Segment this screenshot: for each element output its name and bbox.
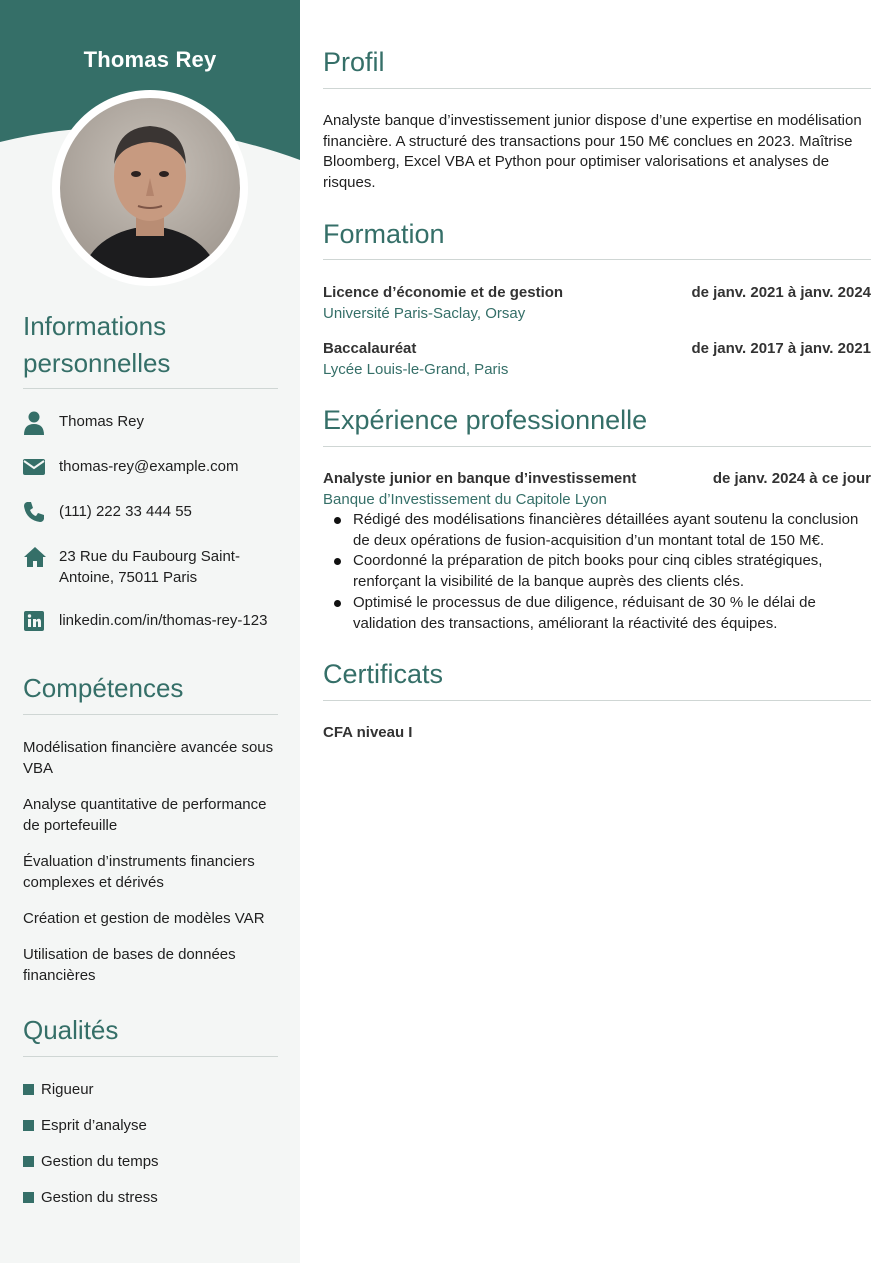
quality-item	[23, 1115, 159, 1136]
quality-label: Gestion du temps	[41, 1153, 159, 1170]
school-name: Lycée Louis-le-Grand, Paris	[323, 361, 509, 378]
entry-dates: de janv. 2024 à ce jour	[712, 470, 871, 487]
company-name: Banque d’Investissement du Capitole Lyon	[323, 491, 607, 508]
entry-header	[323, 468, 871, 489]
square-bullet-icon	[23, 1084, 34, 1095]
skill-item: Évaluation d’instruments financiers complexes et dérivés	[23, 853, 255, 891]
entry-header	[323, 338, 871, 359]
experience-entry	[323, 468, 871, 634]
divider	[323, 446, 871, 447]
quality-item	[23, 1187, 159, 1208]
quality-label: Rigueur	[41, 1081, 94, 1098]
personal-info-heading: Informations personnelles	[23, 311, 171, 378]
profile-photo	[60, 98, 240, 278]
info-address: 23 Rue du Faubourg Saint-Antoine, 75011 Paris	[59, 548, 240, 586]
phone-icon	[23, 501, 45, 523]
divider	[323, 88, 871, 89]
entry-dates: de janv. 2021 à janv. 2024	[691, 284, 871, 301]
job-title: Analyste junior en banque d’investissement	[323, 470, 637, 487]
degree-title: Licence d’économie et de gestion	[323, 284, 564, 301]
divider	[323, 259, 871, 260]
info-name: Thomas Rey	[59, 413, 145, 430]
achievement-item: Coordonné la préparation de pitch books pour cinq cibles stratégiques, renforçant la visibilité de la banque auprès des clients clés.	[323, 551, 871, 592]
square-bullet-icon	[23, 1192, 34, 1203]
candidate-name: Thomas Rey	[83, 47, 217, 72]
achievement-item: Rédigé des modélisations financières détaillées ayant soutenu la conclusion de deux opérations de fusion-acquisition d’un montant total de 150 M€.	[323, 510, 871, 551]
divider	[23, 388, 278, 389]
certificate-item: CFA niveau I	[323, 724, 413, 741]
education-entry	[323, 338, 871, 380]
qualities-heading: Qualités	[23, 1015, 119, 1045]
square-bullet-icon	[23, 1120, 34, 1131]
info-email[interactable]: thomas-rey@example.com	[59, 458, 239, 475]
linkedin-icon	[23, 610, 45, 632]
quality-label: Esprit d’analyse	[41, 1117, 147, 1134]
degree-title: Baccalauréat	[323, 340, 417, 357]
experience-heading: Expérience professionnelle	[323, 405, 648, 435]
divider	[323, 700, 871, 701]
divider	[23, 1056, 278, 1057]
education-entry	[323, 282, 871, 324]
quality-label: Gestion du stress	[41, 1189, 158, 1206]
home-icon	[23, 546, 45, 568]
profile-text: Analyste banque d’investissement junior dispose d’une expertise en modélisation financière. A structuré des transactions pour 150 M€ conclues en 2023. Maîtrise Bloomberg, Excel VBA et Python pour optimiser valorisations et analyses de risques.	[323, 112, 862, 192]
achievement-item: Optimisé le processus de due diligence, réduisant de 30 % le délai de validation des transactions, améliorant la réactivité des équipes.	[323, 593, 871, 634]
divider	[23, 714, 278, 715]
certificates-heading: Certificats	[323, 659, 444, 689]
qualities-list	[23, 1079, 159, 1223]
education-heading: Formation	[323, 219, 445, 249]
profile-heading: Profil	[323, 47, 385, 77]
skill-item: Modélisation financière avancée sous VBA	[23, 739, 274, 777]
info-linkedin[interactable]: linkedin.com/in/thomas-rey-123	[59, 612, 268, 629]
square-bullet-icon	[23, 1156, 34, 1167]
achievements-list	[323, 510, 871, 634]
entry-header	[323, 282, 871, 303]
quality-item	[23, 1151, 159, 1172]
school-name: Université Paris-Saclay, Orsay	[323, 305, 526, 322]
sidebar	[0, 0, 300, 1263]
skills-list	[23, 737, 283, 1001]
quality-item	[23, 1079, 159, 1100]
info-phone: (111) 222 33 444 55	[59, 503, 192, 520]
entry-dates: de janv. 2017 à janv. 2021	[691, 340, 871, 357]
skill-item: Analyse quantitative de performance de portefeuille	[23, 796, 267, 834]
user-icon	[23, 411, 45, 433]
envelope-icon	[23, 456, 45, 478]
skill-item: Utilisation de bases de données financières	[23, 946, 236, 984]
skills-heading: Compétences	[23, 673, 184, 703]
skill-item: Création et gestion de modèles VAR	[23, 910, 265, 927]
